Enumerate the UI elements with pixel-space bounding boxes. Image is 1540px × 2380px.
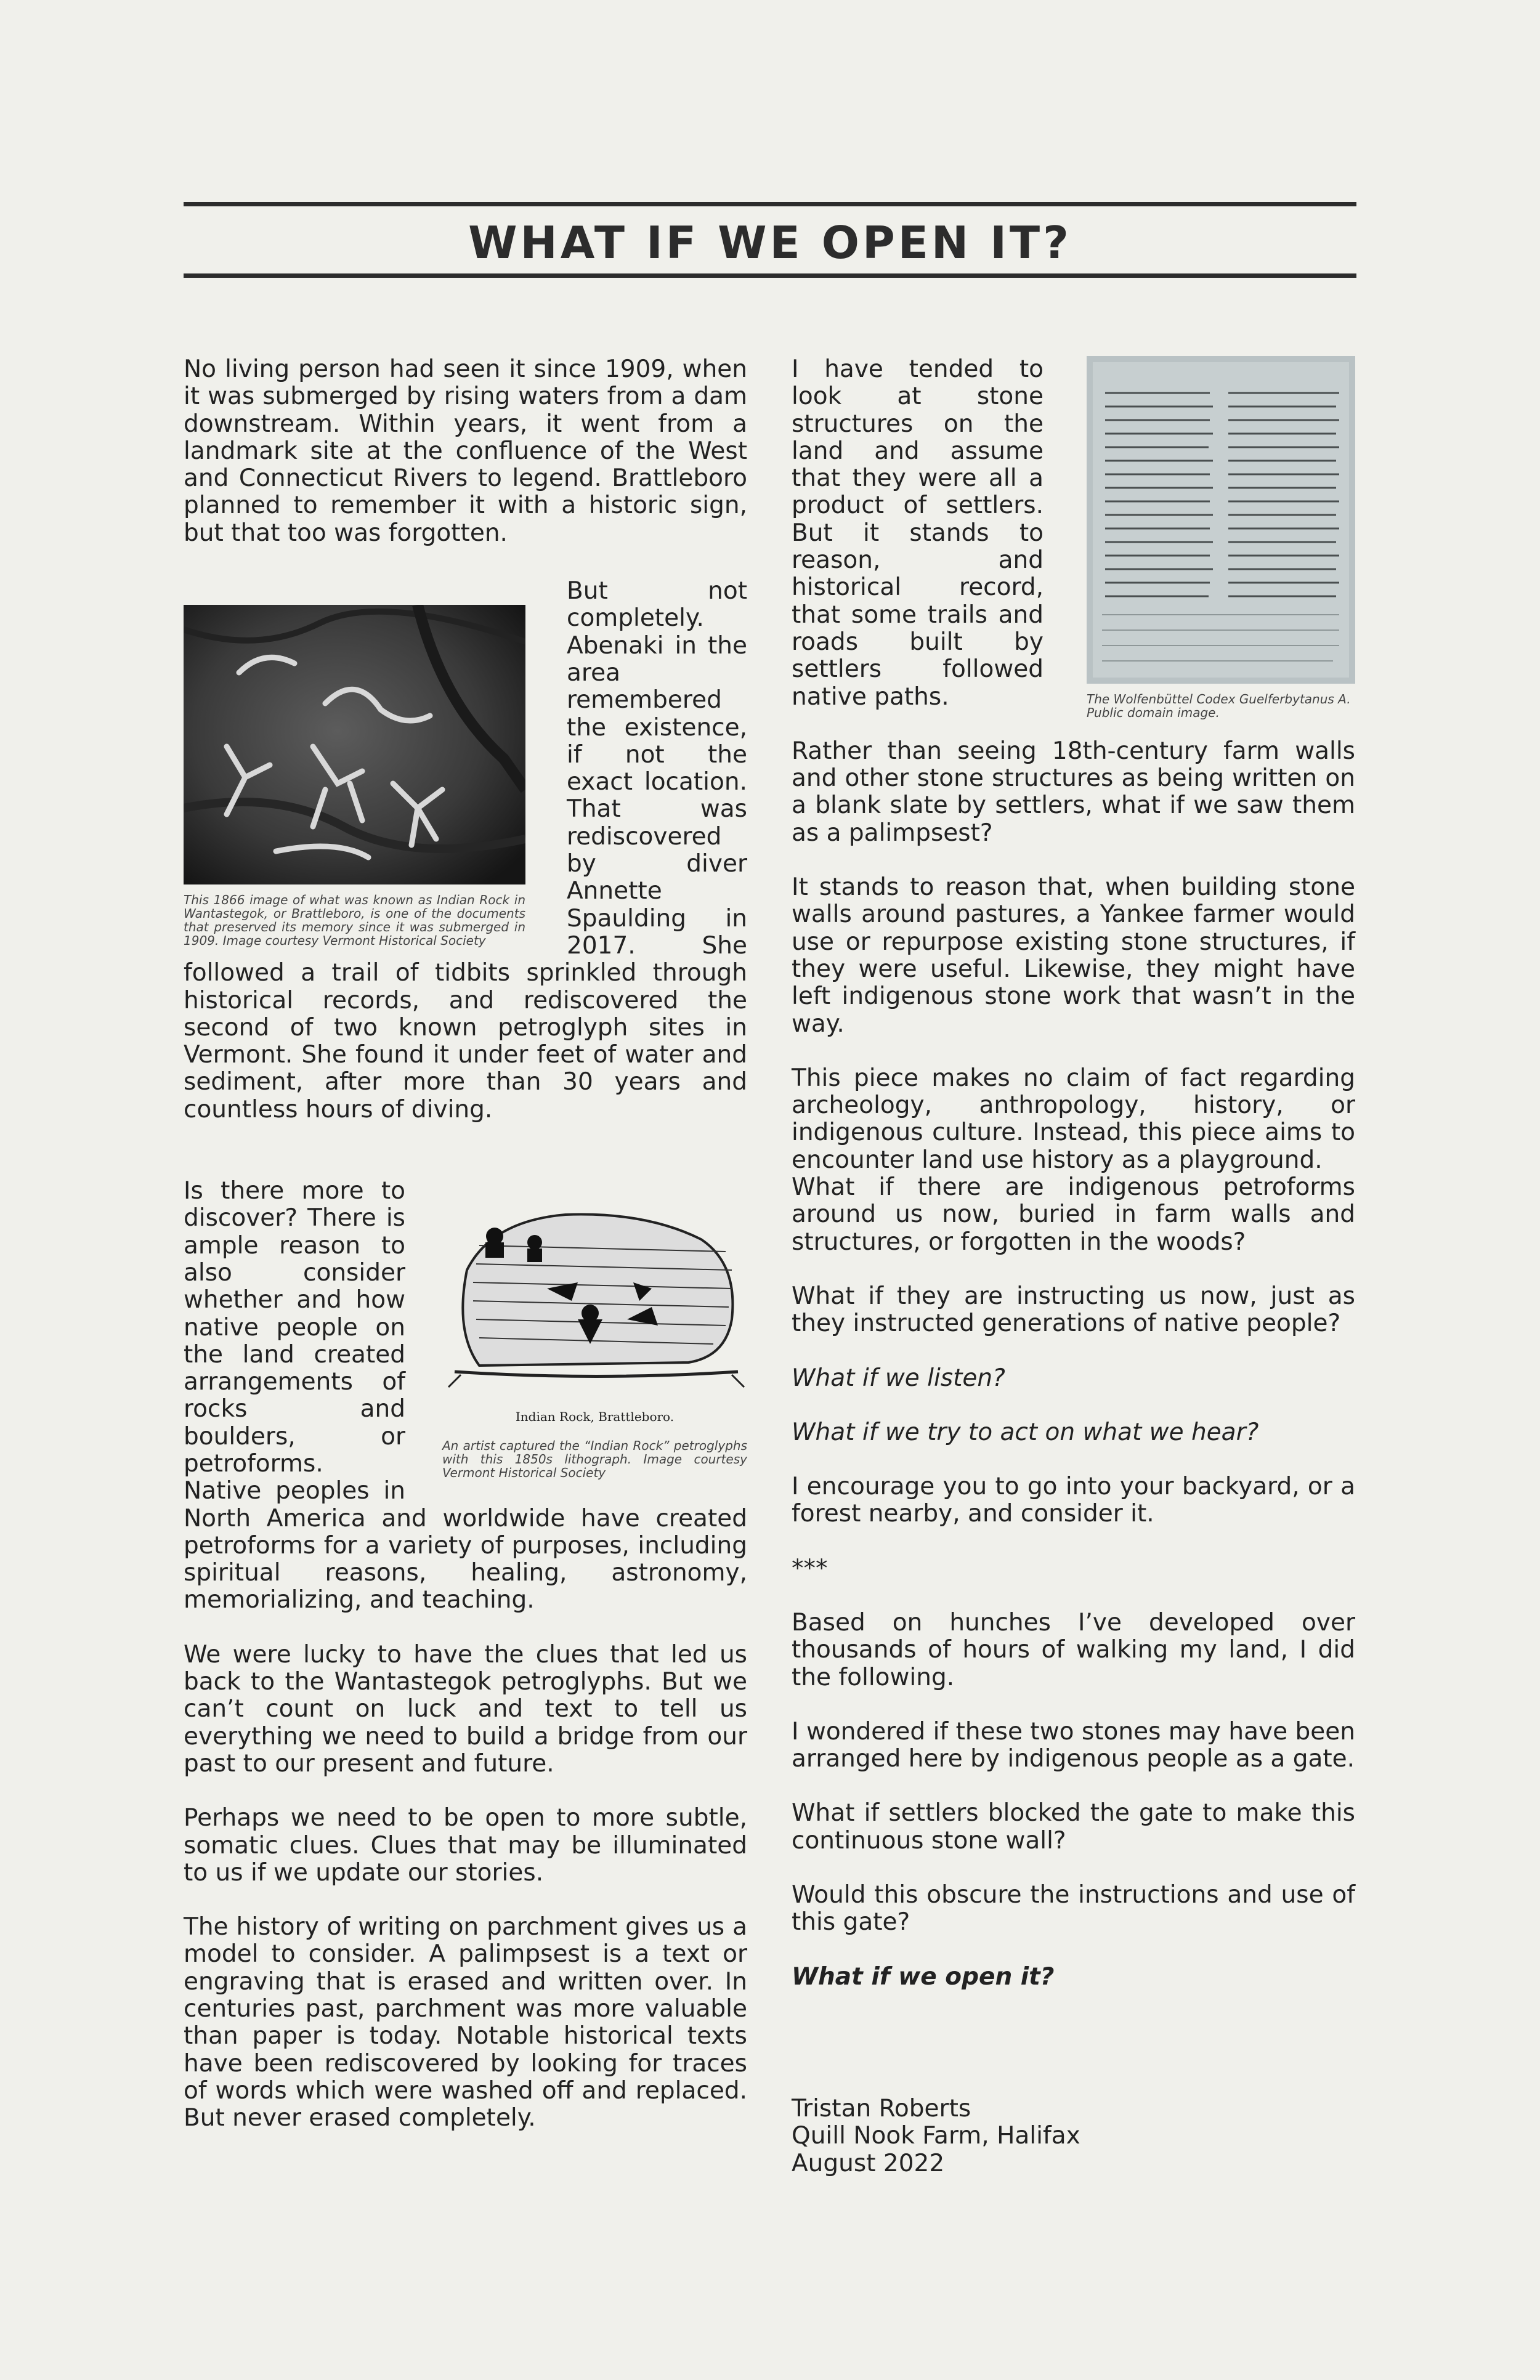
right-paragraph-3: It stands to reason that, when building stone walls around pastures, a Yankee farmer would use or repurpose existing stone structures, if they were useful. Likewise, they might have left indigenous stone work that wasn’t in the way.: [792, 873, 1355, 1038]
section-divider: ***: [792, 1554, 828, 1582]
right-paragraph-4: This piece makes no claim of fact regarding archeology, anthropology, history, or indigenous culture. Instead, this piece aims to encounter land use history as a playground.: [792, 1064, 1355, 1174]
lithograph-caption: An artist captured the “Indian Rock” petroglyphs with this 1850s lithograph. Image courtesy Vermont Historical Society: [442, 1438, 747, 1481]
right-paragraph-7: What if we listen?: [792, 1364, 1005, 1392]
closing-line: What if we open it?: [792, 1962, 1055, 1991]
left-paragraph-2: But not completely. Abenaki in the area remembered the existence, if not the exact location. That was rediscovered by diver Annette Spaulding in 2017. She followed a trail of tidbits sprinkled through historical records, and rediscovered the second of two known petroglyph sites in Vermont. She found it under feet of water and sediment, after more than 30 years and countless hours of diving.: [184, 577, 747, 1123]
left-paragraph-3: Is there more to discover? There is ample reason to also consider whether and how native people on the land created arrangements of rocks and boulders, or petroforms. Native peoples in North America and worldwide have created petroforms for a variety of purposes, including spiritual reasons, healing, astronomy, memorializing, and teaching.: [184, 1177, 747, 1614]
codex-image: [1087, 356, 1355, 684]
author-date: August 2022: [792, 2149, 945, 2177]
right-paragraph-6: What if they are instructing us now, just as they instructed generations of native people?: [792, 1282, 1355, 1338]
right-paragraph-8: What if we try to act on what we hear?: [792, 1418, 1259, 1446]
indian-rock-photo-caption: This 1866 image of what was known as Indian Rock in Wantastegok, or Brattleboro, is one of the documents that preserved its memory since it was submerged in 1909. Image courtesy Vermont Historical Society: [184, 892, 525, 949]
title-rule-bottom: [184, 273, 1356, 278]
right-paragraph-13: What if settlers blocked the gate to make this continuous stone wall?: [792, 1799, 1355, 1855]
indian-rock-photo: [184, 605, 525, 884]
left-paragraph-1: No living person had seen it since 1909, when it was submerged by rising waters from a dam downstream. Within years, it went from a landmark site at the confluence of the West and Connecticut Rivers to legend. Brattleboro planned to remember it with a historic sign, but that too was forgotten.: [184, 355, 747, 547]
signature-block: [792, 2095, 1355, 2177]
codex-caption: The Wolfenbüttel Codex Guelferbytanus A. Public domain image.: [1087, 692, 1351, 720]
right-paragraph-11: Based on hunches I’ve developed over thousands of hours of walking my land, I did the following.: [792, 1608, 1355, 1691]
title-rule-top: [184, 202, 1356, 206]
left-paragraph-6: The history of writing on parchment gives us a model to consider. A palimpsest is a text or engraving that is erased and written over. In centuries past, parchment was more valuable than paper is today. Notable historical texts have been rediscovered by looking for traces of words which were washed off and replaced. But never erased completely.: [184, 1913, 747, 2132]
page-title: WHAT IF WE OPEN IT?: [468, 217, 1072, 269]
right-paragraph-14: Would this obscure the instructions and use of this gate?: [792, 1881, 1355, 1937]
lithograph-label: Indian Rock, Brattleboro.: [515, 1409, 675, 1425]
lithograph-figure: [442, 1196, 747, 1479]
lithograph-image: [442, 1196, 747, 1399]
right-paragraph-12: I wondered if these two stones may have been arranged here by indigenous people as a gate.: [792, 1717, 1355, 1773]
left-paragraph-4: We were lucky to have the clues that led us back to the Wantastegok petroglyphs. But we can’t count on luck and text to tell us everything we need to build a bridge from our past to our present and future.: [184, 1640, 747, 1778]
indian-rock-photo-figure: [184, 605, 525, 947]
author-place: Quill Nook Farm, Halifax: [792, 2122, 1080, 2150]
left-column: [184, 356, 747, 2159]
left-paragraph-5: Perhaps we need to be open to more subtle, somatic clues. Clues that may be illuminated to us if we update our stories.: [184, 1804, 747, 1887]
right-paragraph-1: I have tended to look at stone structures on the land and assume that they were all a product of settlers. But it stands to reason, and historical record, that some trails and roads built by settlers followed native paths.: [792, 355, 1044, 711]
right-column: [792, 356, 1355, 2177]
right-paragraph-5: What if there are indigenous petroforms around us now, buried in farm walls and structures, or forgotten in the woods?: [792, 1173, 1355, 1256]
right-paragraph-9: I encourage you to go into your backyard, or a forest nearby, and consider it.: [792, 1473, 1355, 1528]
author-name: Tristan Roberts: [792, 2094, 971, 2123]
codex-figure: [1087, 356, 1355, 719]
right-paragraph-2: Rather than seeing 18th-century farm walls and other stone structures as being written on a blank slate by settlers, what if we saw them as a palimpsest?: [792, 737, 1355, 847]
